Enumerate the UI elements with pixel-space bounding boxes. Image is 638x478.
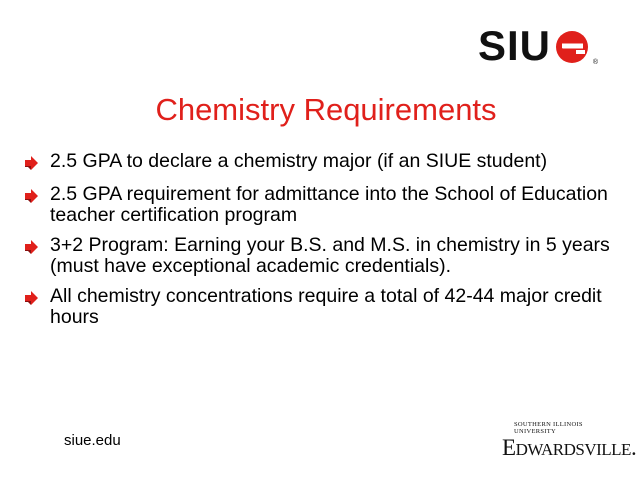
- siue-logo-text: SIU: [477, 22, 551, 69]
- bullet-text: 2.5 GPA requirement for admittance into the School of Education teacher certification program: [50, 183, 608, 226]
- red-arrow-bullet-icon: [24, 235, 50, 259]
- registered-mark: ®: [592, 59, 598, 66]
- footer-url: siue.edu: [64, 432, 121, 449]
- bullet-item: [24, 151, 614, 175]
- red-arrow-bullet-icon: [24, 151, 50, 175]
- wordmark-first-letter: E: [502, 435, 516, 460]
- bullet-item: [24, 286, 614, 328]
- wordmark-dot: .: [630, 435, 637, 460]
- bullet-list: [24, 151, 614, 337]
- slide-title: Chemistry Requirements: [155, 92, 497, 127]
- red-arrow-bullet-icon: [24, 184, 50, 208]
- wordmark-rest: DWARDSVILLE: [515, 440, 631, 459]
- wordmark-edwardsville: [502, 435, 637, 460]
- bullet-text: 3+2 Program: Earning your B.S. and M.S. in chemistry in 5 years (must have exceptional academic credentials).: [50, 234, 610, 277]
- siue-e-logo-icon: [554, 28, 598, 66]
- siue-logo: [477, 22, 598, 69]
- bullet-text: All chemistry concentrations require a total of 42-44 major credit hours: [50, 285, 602, 328]
- red-arrow-bullet-icon: [24, 286, 50, 310]
- bullet-item: [24, 235, 614, 277]
- edwardsville-wordmark: [502, 421, 637, 460]
- bullet-text: 2.5 GPA to declare a chemistry major (if an SIUE student): [50, 150, 548, 172]
- bullet-item: [24, 184, 614, 226]
- wordmark-university-line: SOUTHERN ILLINOIS UNIVERSITY: [514, 421, 583, 435]
